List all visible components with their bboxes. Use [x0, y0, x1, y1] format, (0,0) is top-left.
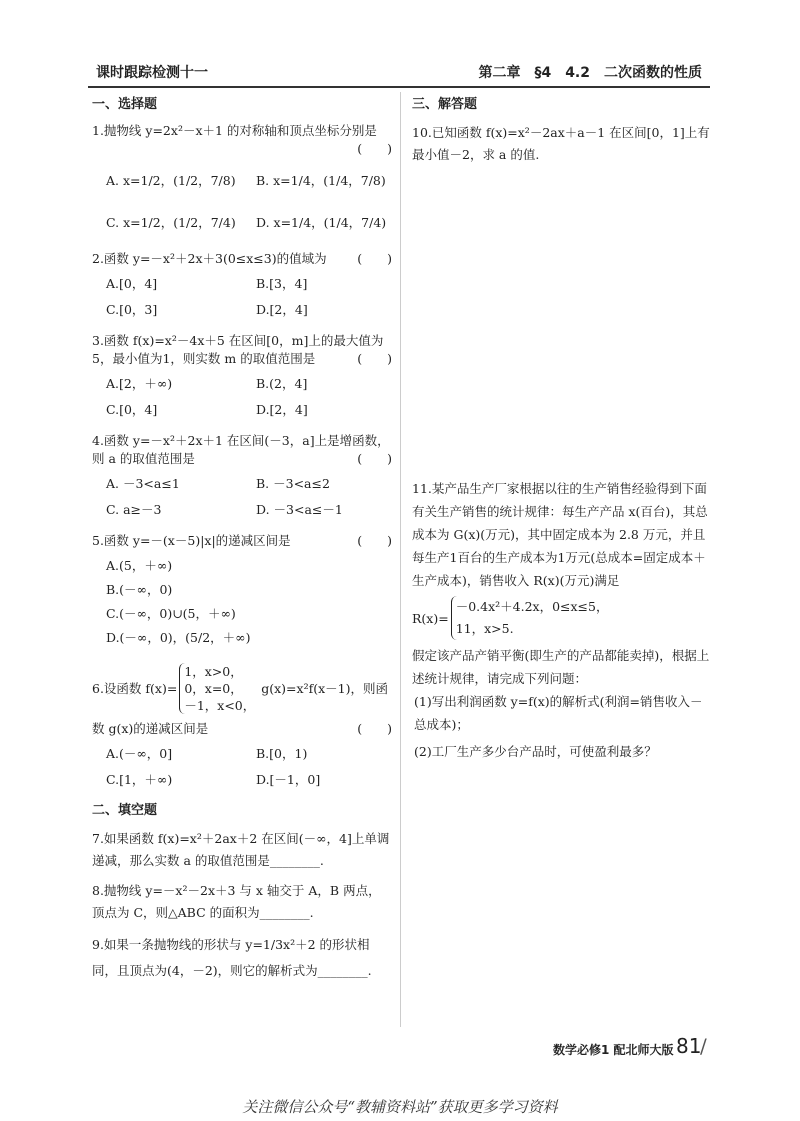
question-11-part2: (2)工厂生产多少台产品时，可使盈利最多？ [414, 744, 657, 759]
option-b: B.[3，4] [256, 276, 308, 291]
option-b: B.(2，4] [256, 376, 308, 391]
option-d: D.[2，4] [256, 302, 308, 317]
section-title-choice: 一、选择题 [92, 97, 158, 112]
piece-line: －1，x<0， [184, 698, 256, 713]
question-11 [412, 477, 712, 763]
piecewise-brace [451, 596, 609, 640]
option-a: A.(－∞，0] [106, 746, 173, 761]
revenue-function-label: R(x)= [412, 610, 449, 626]
section-title-fill: 二、填空题 [92, 803, 158, 818]
piece-line: 0，x=0， [184, 681, 243, 696]
header-right: 第二章 §4 4.2 二次函数的性质 [478, 65, 702, 81]
piecewise-brace [179, 663, 255, 714]
question-8: 8.抛物线 y=－x²－2x＋3 与 x 轴交于 A，B 两点，顶点为 C，则△ABC 的面积为________. [92, 883, 381, 920]
question-11-text2: 假定该产品产销平衡(即生产的产品都能卖掉)，根据上述统计规律，请完成下列问题： [412, 648, 710, 686]
question-11-text: 11.某产品生产厂家根据以往的生产销售经验得到下面有关生产销售的统计规律：每生产产品 x(百台)，其总成本为 G(x)(万元)，其中固定成本为 2.8 万元，并且每生产1百台的生产成本为1万元(总成本=固定成本＋生产成本)，销售收入 R(x)(万元)满足 [412, 481, 708, 588]
column-divider [400, 92, 401, 1027]
option-d: D. x=1/4，(1/4，7/4) [256, 215, 387, 230]
piece-line: －0.4x²＋4.2x，0≤x≤5， [455, 599, 609, 614]
section-title-answer: 三、解答题 [412, 97, 478, 112]
question-6-text2: 数 g(x)的递减区间是 [92, 721, 209, 736]
answer-blank: ( ) [357, 251, 392, 266]
question-9: 9.如果一条抛物线的形状与 y=1/3x²＋2 的形状相同，且顶点为(4，－2)，则它的解析式为________. [92, 937, 372, 978]
option-a: A. －3<a≤1 [106, 476, 180, 491]
option-d: D.[－1，0] [256, 772, 321, 787]
option-c: C.(－∞，0)∪(5，＋∞) [106, 606, 236, 621]
question-5 [92, 532, 392, 655]
question-3 [92, 332, 392, 424]
option-b: B.(－∞，0) [106, 582, 173, 597]
option-d: D. －3<a≤－1 [256, 502, 343, 517]
answer-blank: ( ) [357, 451, 392, 466]
header-rule [88, 86, 710, 88]
footer-book-title: 数学必修1 配北师大版 [553, 1043, 674, 1057]
option-a: A.[2，＋∞) [106, 376, 173, 391]
option-b: B. －3<a≤2 [256, 476, 330, 491]
question-2-text: 2.函数 y=－x²＋2x＋3(0≤x≤3)的值域为 [92, 251, 327, 266]
option-c: C.[0，3] [106, 302, 158, 317]
question-11-part1: (1)写出利润函数 y=f(x)的解析式(利润=销售收入－总成本)； [414, 694, 703, 732]
page-number: 81 [676, 1034, 702, 1058]
question-6 [92, 663, 392, 794]
option-d: D.[2，4] [256, 402, 308, 417]
option-a: A. x=1/2，(1/2，7/8) [106, 173, 236, 188]
question-2 [92, 250, 392, 324]
question-4-text: 4.函数 y=－x²＋2x＋1 在区间(－3，a]上是增函数，则 a 的取值范围是 [92, 433, 390, 466]
question-7: 7.如果函数 f(x)=x²＋2ax＋2 在区间(－∞，4]上单调递减，那么实数 a 的取值范围是________. [92, 831, 390, 868]
answer-blank: ( ) [357, 533, 392, 548]
page-slash-decoration: / [700, 1034, 707, 1058]
option-c: C. a≥－3 [106, 502, 162, 517]
question-3-text: 3.函数 f(x)=x²－4x＋5 在区间[0，m]上的最大值为5，最小值为1，则实数 m 的取值范围是 [92, 333, 384, 366]
header-left: 课时跟踪检测十一 [96, 65, 208, 81]
option-a: A.(5，＋∞) [106, 558, 173, 573]
piece-line: 1，x>0， [184, 664, 243, 679]
option-b: B. x=1/4，(1/4，7/8) [256, 173, 386, 188]
right-column [412, 92, 712, 759]
option-d: D.(－∞，0)，(5/2，＋∞) [106, 630, 251, 645]
question-5-text: 5.函数 y=－(x－5)|x|的递减区间是 [92, 533, 291, 548]
piece-line: 11，x>5. [455, 621, 514, 636]
option-c: C.[0，4] [106, 402, 158, 417]
question-10: 10.已知函数 f(x)=x²－2ax＋a－1 在区间[0，1]上有最小值－2，求 a 的值. [412, 125, 710, 162]
option-c: C. x=1/2，(1/2，7/4) [106, 215, 236, 230]
question-1-text: 1.抛物线 y=2x²－x＋1 的对称轴和顶点坐标分别是 [92, 123, 377, 138]
watermark-text: 关注微信公众号“教辅资料站”获取更多学习资料 [242, 1098, 558, 1116]
option-c: C.[1，＋∞) [106, 772, 173, 787]
answer-blank: ( ) [357, 351, 392, 366]
question-6-text: 6.设函数 f(x)= [92, 680, 178, 696]
answer-blank: ( ) [357, 141, 392, 156]
option-a: A.[0，4] [106, 276, 158, 291]
question-6-post: g(x)=x²f(x－1)，则函 [261, 680, 388, 696]
question-1 [92, 122, 392, 242]
question-4 [92, 432, 392, 524]
option-b: B.[0，1) [256, 746, 308, 761]
left-column [92, 92, 392, 992]
answer-blank: ( ) [357, 721, 392, 736]
